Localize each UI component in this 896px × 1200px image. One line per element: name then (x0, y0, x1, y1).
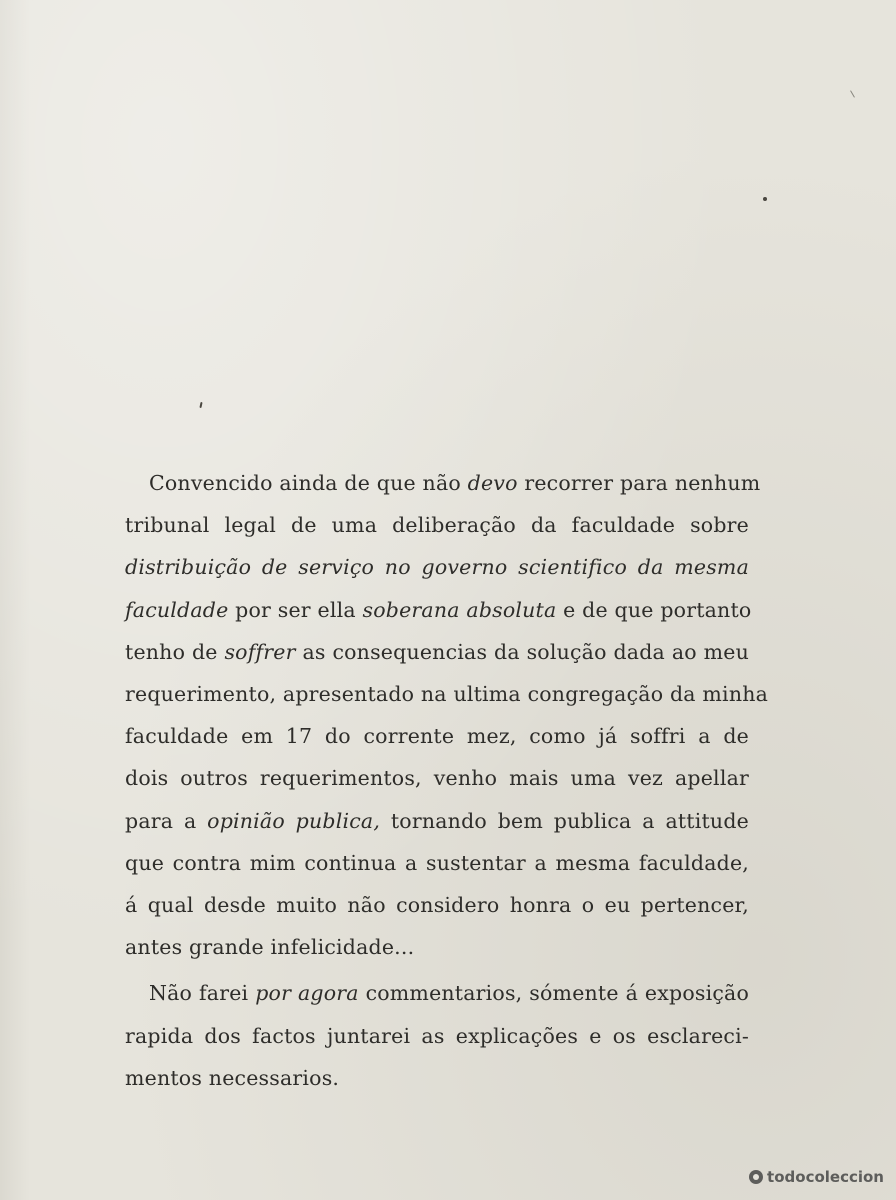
text: dois outros requerimentos, venho mais uma vez apellar (125, 766, 749, 791)
text: tribunal legal de uma deliberação da faculdade sobre (125, 513, 749, 538)
text: Não farei (149, 981, 256, 1006)
text: commentarios, sómente á exposição (358, 981, 749, 1006)
text: á qual desde muito não considero honra o eu pertencer, (125, 893, 749, 918)
text: Convencido ainda de que não (149, 471, 468, 495)
text: que contra mim continua a sustentar a mesma faculdade, (125, 850, 749, 875)
text: e de que portanto (556, 597, 752, 622)
text-line (125, 1015, 749, 1057)
ink-speck (199, 402, 202, 408)
text-line (125, 842, 749, 884)
text: rapida dos factos juntarei as explicações e os esclareci- (125, 1023, 749, 1048)
text-line (125, 1057, 749, 1099)
text-line (125, 462, 761, 504)
text-line (125, 631, 749, 673)
italic-text: por agora (255, 981, 359, 1006)
text: tornando bem publica a attitude (380, 808, 749, 833)
text: para a (125, 808, 208, 833)
document-body (125, 462, 769, 1099)
italic-text: distribuição de serviço no governo scientifico da mesma (125, 555, 749, 580)
watermark-text: todocoleccion (767, 1168, 884, 1186)
text: as consequencias da solução dada ao meu (295, 639, 749, 664)
text: antes grande infelicidade... (125, 935, 415, 960)
text-line (125, 504, 749, 546)
text: tenho de (125, 639, 225, 664)
italic-text: soffrer (224, 639, 296, 664)
text-line (125, 926, 749, 968)
text: recorrer para nenhum (517, 471, 761, 495)
ink-speck (763, 197, 767, 201)
text-line (125, 589, 752, 631)
italic-text: faculdade (125, 597, 229, 622)
text-line (125, 884, 749, 926)
italic-text: devo (467, 471, 518, 495)
todocoleccion-logo-icon (749, 1170, 763, 1184)
text-line (125, 972, 749, 1014)
text: mentos necessarios. (125, 1065, 340, 1090)
text-line (125, 757, 749, 799)
text: faculdade em 17 do corrente mez, como já soffri a de (125, 724, 749, 749)
italic-text: opinião publica, (207, 808, 381, 833)
text-line (125, 546, 749, 588)
text-line (125, 800, 749, 842)
text-line (125, 715, 749, 757)
paragraph-2 (125, 972, 749, 1099)
paragraph-1 (125, 462, 769, 968)
watermark (749, 1168, 884, 1186)
paper-mark (850, 90, 855, 97)
italic-text: soberana absoluta (362, 597, 557, 622)
text-line (125, 673, 769, 715)
text: por ser ella (228, 597, 363, 622)
text: requerimento, apresentado na ultima congregação da minha (125, 682, 769, 707)
